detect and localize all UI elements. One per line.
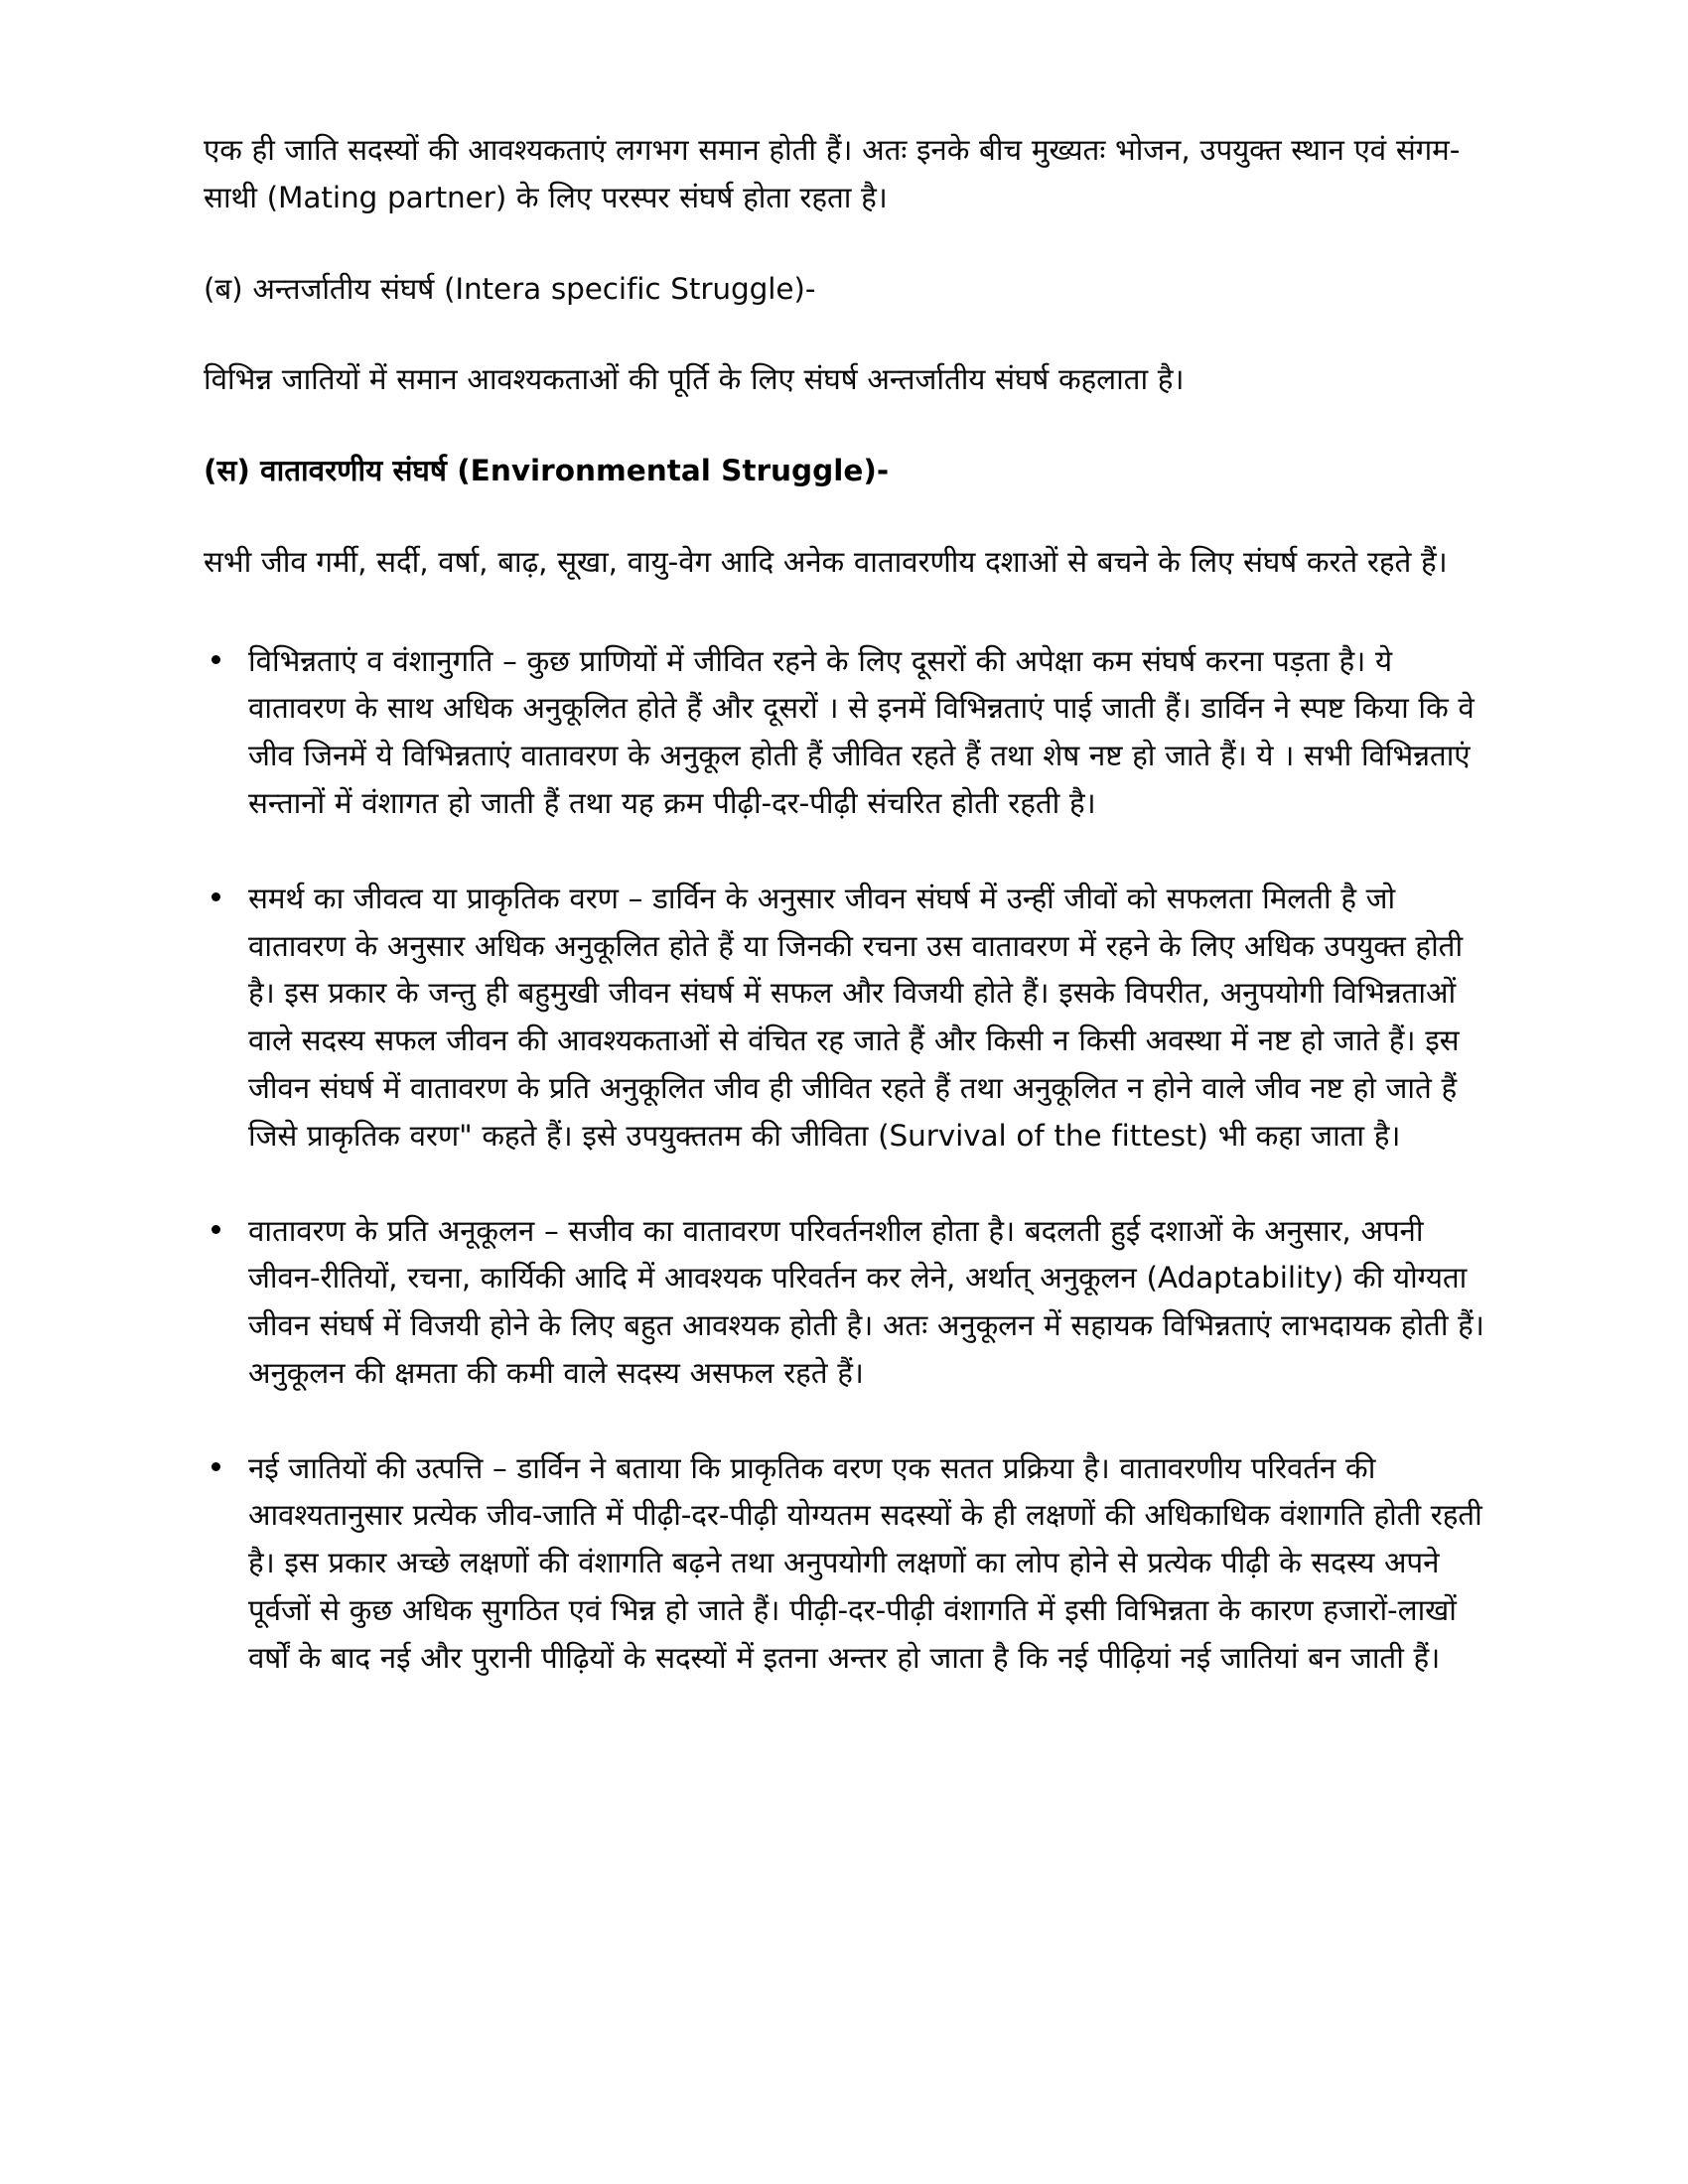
- bullet-dot-icon: [211, 655, 220, 664]
- interspecific-struggle-definition: विभिन्न जातियों में समान आवश्यकताओं की पूर्ति के लिए संघर्ष अन्तर्जातीय संघर्ष कहलाता है।: [204, 362, 1185, 397]
- environmental-struggle-definition: सभी जीव गर्मी, सर्दी, वर्षा, बाढ़, सूखा, वायु-वेग आदि अनेक वातावरणीय दशाओं से बचने के लिए संघर्ष करते रहते हैं।: [204, 544, 1448, 579]
- page-content: [204, 127, 1484, 1683]
- bullet-dot-icon: [211, 892, 220, 901]
- list-item-natural-selection: [204, 876, 1484, 1160]
- bullet-dot-icon: [211, 1462, 220, 1471]
- intro-paragraph: एक ही जाति सदस्यों की आवश्यकताएं लगभग समान होती हैं। अतः इनके बीच मुख्यतः भोजन, उपयुक्त स्थान एवं संगम-साथी (Mating partner) के लिए परस्पर संघर्ष होता रहता है।: [204, 133, 1461, 214]
- darwin-principles-list: [204, 638, 1484, 1683]
- list-item-variations-heredity: [204, 638, 1484, 828]
- list-item-new-species: [204, 1445, 1484, 1683]
- subheading-environmental-struggle: (स) वातावरणीय संघर्ष (Environmental Struggle)-: [204, 454, 890, 488]
- subheading-interspecific-struggle: (ब) अन्तर्जातीय संघर्ष (Intera specific Struggle)-: [204, 271, 816, 306]
- list-item-text: विभिन्नताएं व वंशानुगति – कुछ प्राणियों में जीवित रहने के लिए दूसरों की अपेक्षा कम संघर्ष करना पड़ता है। ये वातावरण के साथ अधिक अनुकूलित होते हैं और दूसरों । से इनमें विभिन्नताएं पाई जाती हैं। डार्विन ने स्पष्ट किया कि वे जीव जिनमें ये विभिन्नताएं वातावरण के अनुकूल होती हैं जीवित रहते हैं तथा शेष नष्ट हो जाते हैं। ये । सभी विभिन्नताएं सन्तानों में वंशागत हो जाती हैं तथा यह क्रम पीढ़ी-दर-पीढ़ी संचरित होती रहती है।: [248, 643, 1475, 821]
- list-item-text: समर्थ का जीवत्व या प्राकृतिक वरण – डार्विन के अनुसार जीवन संघर्ष में उन्हीं जीवों को सफलता मिलती है जो वातावरण के अनुसार अधिक अनुकूलित होते हैं या जिनकी रचना उस वातावरण में रहने के लिए अधिक उपयुक्त होती है। इस प्रकार के जन्तु ही बहुमुखी जीवन संघर्ष में सफल और विजयी होते हैं। इसके विपरीत, अनुपयोगी विभिन्नताओं वाले सदस्य सफल जीवन की आवश्यकताओं से वंचित रह जाते हैं और किसी न किसी अवस्था में नष्ट हो जाते हैं। इस जीवन संघर्ष में वातावरण के प्रति अनुकूलित जीव ही जीवित रहते हैं तथा अनुकूलित न होने वाले जीव नष्ट हो जाते हैं जिसे प्राकृतिक वरण" कहते हैं। इसे उपयुक्ततम की जीविता (Survival of the fittest) भी कहा जाता है।: [248, 881, 1463, 1153]
- list-item-adaptation: [204, 1208, 1484, 1398]
- list-item-text: वातावरण के प्रति अनूकूलन – सजीव का वातावरण परिवर्तनशील होता है। बदलती हुई दशाओं के अनुसार, अपनी जीवन-रीतियों, रचना, कार्यिकी आदि में आवश्यक परिवर्तन कर लेने, अर्थात् अनुकूलन (Adaptability) की योग्यता जीवन संघर्ष में विजयी होने के लिए बहुत आवश्यक होती है। अतः अनुकूलन में सहायक विभिन्नताएं लाभदायक होती हैं। अनुकूलन की क्षमता की कमी वाले सदस्य असफल रहते हैं।: [248, 1213, 1484, 1390]
- section-spacer: [204, 630, 1484, 638]
- bullet-dot-icon: [211, 1225, 220, 1234]
- list-item-text: नई जातियों की उत्पत्ति – डार्विन ने बताया कि प्राकृतिक वरण एक सतत प्रक्रिया है। वातावरणीय परिवर्तन की आवश्यतानुसार प्रत्येक जीव-जाति में पीढ़ी-दर-पीढ़ी योग्यतम सदस्यों के ही लक्षणों की अधिकाधिक वंशागति होती रहती है। इस प्रकार अच्छे लक्षणों की वंशागति बढ़ने तथा अनुपयोगी लक्षणों का लोप होने से प्रत्येक पीढ़ी के सदस्य अपने पूर्वजों से कुछ अधिक सुगठित एवं भिन्न हो जाते हैं। पीढ़ी-दर-पीढ़ी वंशागति में इसी विभिन्नता के कारण हजारों-लाखों वर्षों के बाद नई और पुरानी पीढ़ियों के सदस्यों में इतना अन्तर हो जाता है कि नई पीढ़ियां नई जातियां बन जाती हैं।: [248, 1450, 1482, 1675]
